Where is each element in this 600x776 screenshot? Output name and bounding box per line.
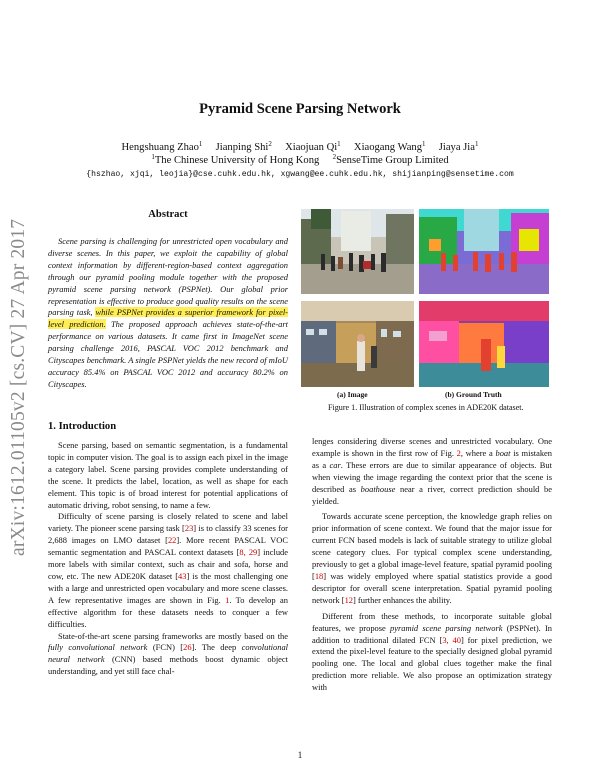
author-emails: {hszhao, xjqi, leojia}@cse.cuhk.edu.hk, xgwang@ee.cuhk.edu.hk, shijianping@sensetime.com (86, 170, 514, 179)
figure-caption: Figure 1. Illustration of complex scenes in ADE20K dataset. (328, 403, 524, 412)
page-number: 1 (297, 750, 303, 760)
figure-link[interactable]: 2 (456, 447, 461, 458)
arxiv-identifier (6, 196, 32, 556)
abstract-heading: Abstract (148, 209, 188, 220)
figure-link[interactable]: 1 (225, 594, 230, 605)
author-mark: 1 (198, 140, 203, 148)
author-mark: 1 (337, 140, 341, 148)
author-mark: 1 (422, 140, 426, 148)
citation-link[interactable]: 23 (184, 523, 194, 534)
citation-link[interactable]: 22 (167, 535, 177, 546)
affiliation-mark: 2 (332, 153, 337, 161)
figure-1 (301, 209, 549, 387)
author-name: Jiaya Jia (438, 142, 475, 153)
citation-link[interactable]: 26 (183, 642, 192, 653)
street-ground-truth-image (419, 209, 549, 294)
citation-link[interactable]: 8, 29 (239, 547, 258, 558)
abstract-body (48, 236, 288, 391)
author-name: Hengshuang Zhao (121, 142, 199, 153)
author-list (0, 140, 600, 153)
paragraph: lenges considering diverse scenes and unrestricted vocabulary. One example is shown in the first row of Fig. 2, where a boat is mistaken as a car. These errors are due to similar appearance of objects. But when viewing the image regarding the context prior that the scene is described as boathouse near a river, correct prediction should be yielded. (312, 436, 553, 506)
street-scene-image (301, 209, 414, 294)
paragraph: State-of-the-art scene parsing frameworks are mostly based on the fully convolutional network (FCN) [26]. The deep convolutional neural network (CNN) based methods boost dynamic object understanding, and yet still face chal- (48, 630, 289, 677)
shop-scene-image (301, 301, 414, 387)
figure-label-ground-truth: (b) Ground Truth (445, 390, 502, 399)
author-mark: 1 (474, 140, 479, 148)
author-name: Xiaojuan Qi (285, 142, 338, 153)
figure-label-image: (a) Image (337, 390, 368, 399)
affiliation-mark: 1 (151, 153, 155, 161)
right-column-body (312, 436, 552, 694)
citation-link[interactable]: 12 (344, 594, 354, 605)
abstract-text: The proposed approach achieves state-of-the-art performance on various datasets. It came first in ImageNet scene parsing challenge 2016, PASCAL VOC 2012 benchmark and Cityscapes benchmark. A single PSPNet yields the new record of mIoU accuracy 85.4% on PASCAL VOC 2012 and accuracy 80.2% on Cityscapes. (48, 319, 288, 389)
abstract-text: Scene parsing is challenging for unrestricted open vocabulary and diverse scenes. In this paper, we exploit the capability of global context information by different-region-based context aggregation through our pyramid pooling module together with the proposed pyramid scene parsing network (PSPNet). Our global prior representation is effective to produce good quality results on the scene parsing task, (48, 236, 288, 318)
paper-title: Pyramid Scene Parsing Network (199, 101, 401, 117)
shop-ground-truth-image (419, 301, 549, 387)
arxiv-identifier-text: arXiv:1612.01105v2 [cs.CV] 27 Apr 2017 (8, 218, 29, 556)
paragraph: Towards accurate scene perception, the knowledge graph relies on prior information of scene context. We found that the major issue for current FCN based models is lack of suitable strategy to utilize global scene category clues. For typical complex scene understanding, previously to get a global image-level feature, spatial pyramid pooling [18] was widely employed where spatial statistics provide a good descriptor for overall scene interpretation. Spatial pyramid pooling network [12] further enhances the ability. (312, 511, 552, 605)
section-heading: 1. Introduction (48, 421, 117, 432)
author-name: Jianping Shi (215, 142, 269, 153)
citation-link[interactable]: 18 (314, 570, 324, 581)
left-column-body (48, 440, 288, 678)
citation-link[interactable]: 3, 40 (442, 634, 461, 645)
affiliation-name: SenseTime Group Limited (336, 155, 449, 166)
paragraph: Different from these methods, to incorporate suitable global features, we propose pyramid scene parsing network (PSPNet). In addition to traditional dilated FCN [3, 40] for pixel prediction, we extend the pixel-level feature to the specially designed global pyramid pooling one. The local and global clues together make the final prediction more reliable. We also propose an optimization strategy with (312, 610, 552, 693)
affiliation-list (0, 153, 600, 166)
citation-link[interactable]: 43 (178, 570, 187, 581)
paragraph: Scene parsing, based on semantic segmentation, is a fundamental topic in computer vision. The goal is to assign each pixel in the image a category label. Scene parsing provides complete understanding of the scene. It predicts the label, location, as well as shape for each element. This topic is of broad interest for potential applications of automatic driving, robot sensing, to name a few. (48, 440, 288, 510)
author-mark: 2 (268, 140, 272, 148)
author-name: Xiaogang Wang (353, 142, 423, 153)
affiliation-name: The Chinese University of Hong Kong (154, 155, 320, 166)
paragraph: Difficulty of scene parsing is closely related to scene and label variety. The pioneer scene parsing task [23] is to classify 33 scenes for 2,688 images on LMO dataset [22]. More recent PASCAL VOC semantic segmentation and PASCAL context datasets [8, 29] include more labels with similar context, such as chair and sofa, horse and cow, etc. The new ADE20K dataset [43] is the most challenging one with a large and unrestricted open vocabulary and more scene classes. A few representative images are shown in Fig. 1. To develop an effective algorithm for these datasets needs to conquer a few difficulties. (48, 511, 289, 629)
abstract-highlight: while PSPNet provides a superior framework for pixel-level prediction. (48, 307, 288, 330)
